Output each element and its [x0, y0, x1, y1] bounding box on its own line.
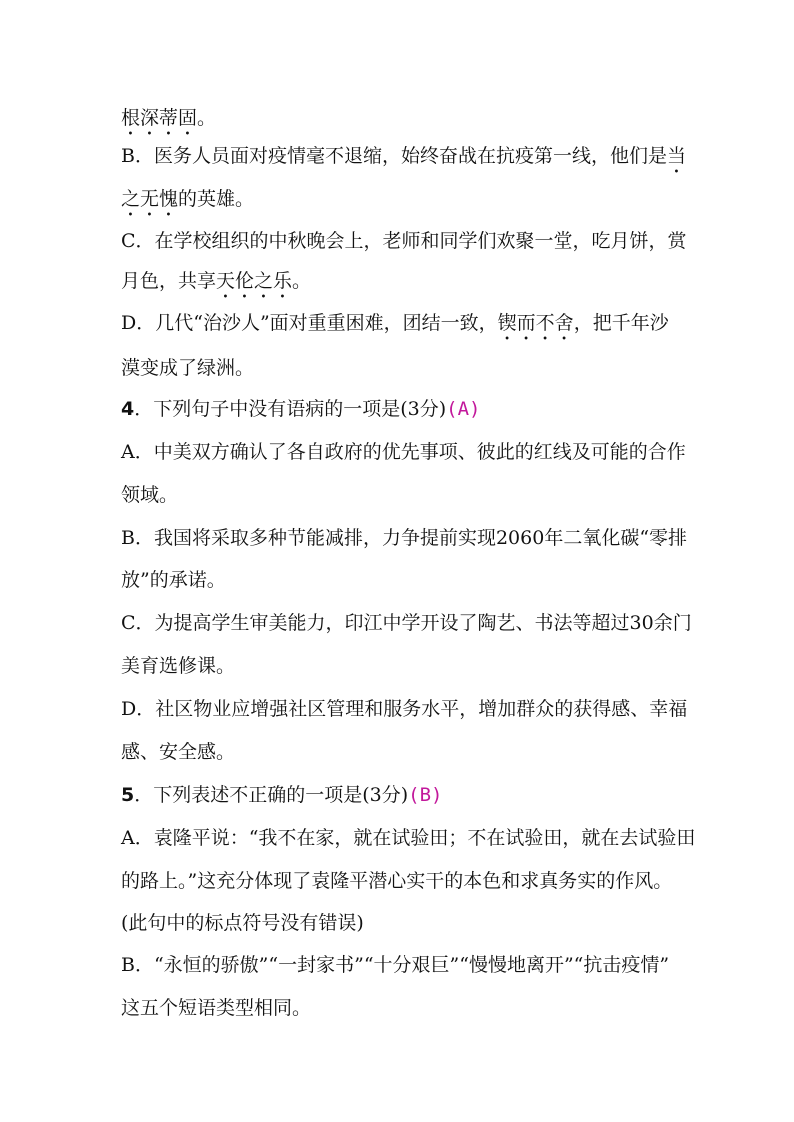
option-3c-line-2: 月色，共享天伦之乐。: [121, 270, 312, 292]
option-5b-line-1: B．“永恒的骄傲”“一封家书”“十分艰巨”“慢慢地离开”“抗击疫情”: [121, 954, 670, 976]
question-number: 4: [121, 398, 135, 420]
dotted-idiom: 天伦之乐: [216, 270, 293, 292]
option-3b-line-1: B．医务人员面对疫情毫不退缩，始终奋战在抗疫第一线，他们是当: [121, 145, 686, 167]
option-4d-line-1: D．社区物业应增强社区管理和服务水平，增加群众的获得感、幸福: [121, 698, 688, 720]
option-4a-line-1: A．中美双方确认了各自政府的优先事项、彼此的红线及可能的合作: [121, 441, 686, 463]
option-5a-line-2: 的路上。”这充分体现了袁隆平潜心实干的本色和求真务实的作风。: [121, 870, 673, 892]
option-3d-line-2: 漠变成了绿洲。: [121, 357, 255, 379]
option-4a-line-2: 领域。: [121, 484, 179, 506]
option-3d-line-1: D．几代“治沙人”面对重重困难，团结一致，锲而不舍，把千年沙: [121, 312, 669, 334]
dotted-idiom: 锲而不舍: [497, 312, 574, 334]
option-4c-line-1: C．为提高学生审美能力，印江中学开设了陶艺、书法等超过30余门: [121, 612, 692, 634]
option-3c-line-1: C．在学校组织的中秋晚会上，老师和同学们欢聚一堂，吃月饼，赏: [121, 230, 687, 252]
answer-mark: (B): [408, 784, 443, 806]
question-number: 5: [121, 784, 135, 806]
question-5: 5．下列表述不正确的一项是(3分)(B): [121, 784, 443, 806]
option-4b-line-1: B．我国将采取多种节能减排，力争提前实现2060年二氧化碳“零排: [121, 527, 688, 549]
line-1: 根深蒂固。: [121, 107, 217, 129]
question-4: 4．下列句子中没有语病的一项是(3分)(A): [121, 398, 481, 420]
dotted-char: 当: [666, 145, 686, 167]
dotted-idiom: 之无愧: [121, 188, 179, 210]
option-4b-line-2: 放”的承诺。: [121, 569, 226, 591]
answer-mark: (A): [446, 398, 481, 420]
option-3b-line-2: 之无愧的英雄。: [121, 188, 255, 210]
option-5a-line-3: (此句中的标点符号没有错误): [121, 912, 364, 934]
dotted-idiom: 根深蒂固: [121, 107, 198, 129]
option-5a-line-1: A．袁隆平说：“我不在家，就在试验田；不在试验田，就在去试验田: [121, 827, 696, 849]
option-4d-line-2: 感、安全感。: [121, 741, 236, 763]
option-5b-line-2: 这五个短语类型相同。: [121, 997, 312, 1019]
option-4c-line-2: 美育选修课。: [121, 655, 236, 677]
